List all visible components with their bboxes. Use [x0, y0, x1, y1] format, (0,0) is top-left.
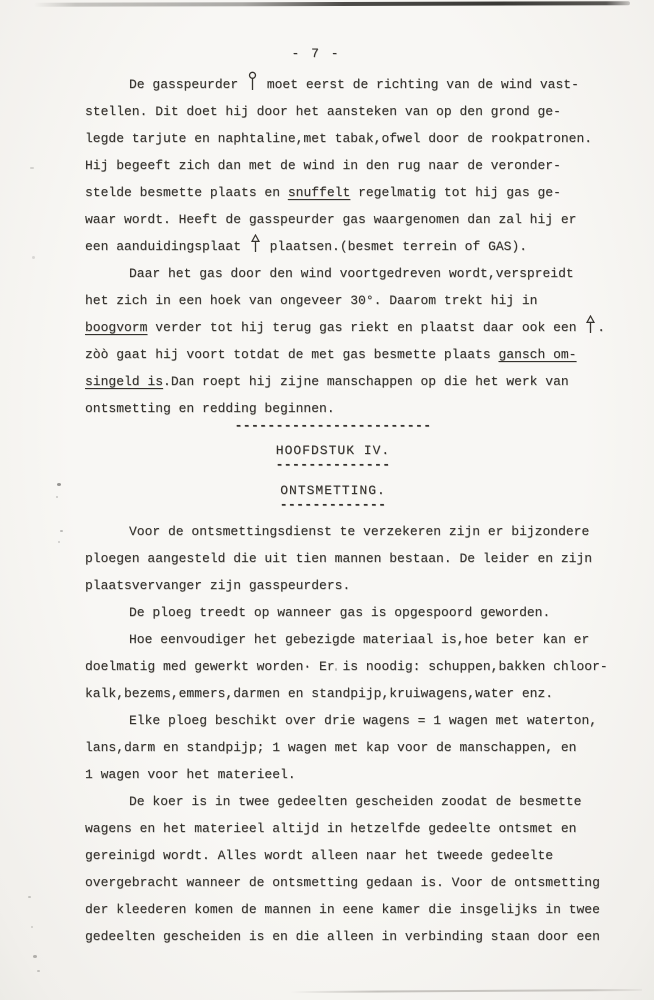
text-segment: Daar het gas door den wind voortgedreven wordt,verspreidt — [129, 266, 574, 281]
dashed-divider-rule: ------------------------ — [234, 418, 432, 433]
text-segment: 1 wagen voor het materieel. — [85, 767, 296, 782]
scan-speck — [31, 926, 33, 928]
text-line — [85, 869, 625, 896]
text-segment: gedeelten gescheiden is en die alleen in verbinding staan door een — [85, 929, 600, 944]
text-segment: plaatsvervanger zijn gasspeurders. — [85, 578, 351, 593]
text-segment: Elke ploeg beschikt over drie wagens = 1 wagen met waterton, — [129, 713, 598, 728]
text-segment: waar wordt. Heeft de gasspeurder gas waargenomen dan zal hij er — [85, 212, 577, 227]
scan-speck — [58, 541, 60, 543]
scan-speck — [32, 256, 35, 259]
text-line — [85, 260, 625, 287]
text-segment: . — [597, 320, 606, 335]
text-segment: ploegen aangesteld die uit tien mannen bestaan. De leider en zijn — [85, 551, 593, 566]
text-segment: moet eerst de richting van de wind vast- — [259, 77, 579, 92]
chapter-heading-underline: -------------- — [275, 457, 391, 472]
text-segment: het zich in een hoek van ongeveer 30°. Daarom trekt hij in — [85, 293, 538, 308]
text-line — [85, 71, 625, 98]
underlined-text: gansch om- — [498, 347, 577, 362]
text-segment: ontsmetting en redding beginnen. — [85, 401, 335, 416]
text-line — [85, 761, 625, 788]
text-segment: stellen. Dit doet hij door het aansteken van op den grond ge- — [85, 104, 561, 119]
text-segment: kalk,bezems,emmers,darmen en standpijp,kruiwagens,water enz. — [85, 686, 554, 701]
text-line — [85, 341, 625, 368]
scan-speck — [56, 496, 58, 498]
text-segment: lans,darm en standpijp; 1 wagen met kap voor de manschappen, en — [85, 740, 577, 755]
text-segment: legde tarjute en naphtaline,met tabak,ofwel door de rookpatronen. — [85, 131, 593, 146]
text-line — [85, 923, 625, 950]
text-segment: .Dan roept hij zijne manschappen op die het werk van — [163, 374, 569, 389]
underlined-text: snuffelt — [287, 185, 351, 200]
text-line — [85, 653, 625, 680]
text-segment: Hoe eenvoudiger het gebezigde materiaal is,hoe beter kan er — [129, 632, 590, 647]
signpost-circle-icon — [247, 71, 258, 91]
scan-speck — [60, 530, 63, 532]
text-segment: De gasspeurder — [129, 77, 247, 92]
text-line — [85, 626, 625, 653]
text-segment: Hij begeeft zich dan met de wind in den rug naar de veronder- — [85, 158, 561, 173]
text-line — [85, 707, 625, 734]
text-segment: doelmatig med gewerkt worden· Er is noodig: schuppen,bakken chloor- — [85, 659, 608, 674]
paragraph-block-1 — [85, 71, 625, 422]
text-segment: De ploeg treedt op wanneer gas is opgespoord geworden. — [129, 605, 551, 620]
text-line — [85, 206, 625, 233]
text-segment: stelde besmette plaats en — [85, 185, 288, 200]
text-line — [85, 734, 625, 761]
scan-speck — [28, 896, 31, 898]
text-segment: regelmatig tot hij gas ge- — [350, 185, 561, 200]
text-line — [85, 680, 625, 707]
text-line — [85, 518, 625, 545]
text-segment: plaatsen.(besmet terrein of GAS). — [261, 239, 528, 254]
text-line — [85, 368, 625, 395]
scan-speck — [33, 955, 37, 958]
underlined-text: boogvorm — [85, 320, 148, 335]
text-segment: overgebracht wanneer de ontsmetting gedaan is. Voor de ontsmetting — [85, 875, 600, 890]
page-number: - 7 - — [291, 46, 341, 61]
text-segment: Voor de ontsmettingsdienst te verzekeren zijn er bijzondere — [129, 524, 590, 539]
signpost-arrow-icon — [250, 234, 261, 253]
text-segment: verder tot hij terug gas riekt en plaatst daar ook een — [147, 320, 585, 335]
scan-speck — [30, 167, 34, 169]
text-line — [85, 815, 625, 842]
scan-speck — [37, 970, 40, 972]
text-line — [85, 572, 625, 599]
text-line — [85, 98, 625, 125]
scan-speck — [57, 483, 61, 486]
text-line — [85, 179, 625, 206]
text-line — [85, 233, 625, 260]
text-segment: De koer is in twee gedeelten gescheiden zoodat de besmette — [129, 794, 582, 809]
text-line — [85, 896, 625, 923]
text-segment: wagens en het materieel altijd in hetzelfde gedeelte ontsmet en — [85, 821, 577, 836]
text-line — [85, 545, 625, 572]
text-segment: een aanduidingsplaat — [85, 239, 249, 254]
text-line — [85, 599, 625, 626]
section-heading: ONTSMETTING. — [280, 483, 386, 498]
text-line — [85, 788, 625, 815]
text-line — [85, 842, 625, 869]
chapter-heading: HOOFDSTUK IV. — [275, 443, 391, 458]
text-line — [85, 125, 625, 152]
section-heading-underline: ------------- — [279, 497, 387, 512]
signpost-arrow-icon — [585, 315, 596, 334]
text-line — [85, 287, 625, 314]
text-line — [85, 314, 625, 341]
text-segment: der kleederen komen de mannen in eene kamer die insgelijks in twee — [85, 902, 600, 917]
underlined-text: singeld is — [85, 374, 164, 389]
text-segment: zòò gaat hij voort totdat de met gas besmette plaats — [85, 347, 499, 362]
paragraph-block-2 — [85, 518, 625, 950]
text-segment: gereinigd wordt. Alles wordt alleen naar het tweede gedeelte — [85, 848, 554, 863]
text-line — [85, 152, 625, 179]
typewritten-text-column — [85, 44, 625, 950]
